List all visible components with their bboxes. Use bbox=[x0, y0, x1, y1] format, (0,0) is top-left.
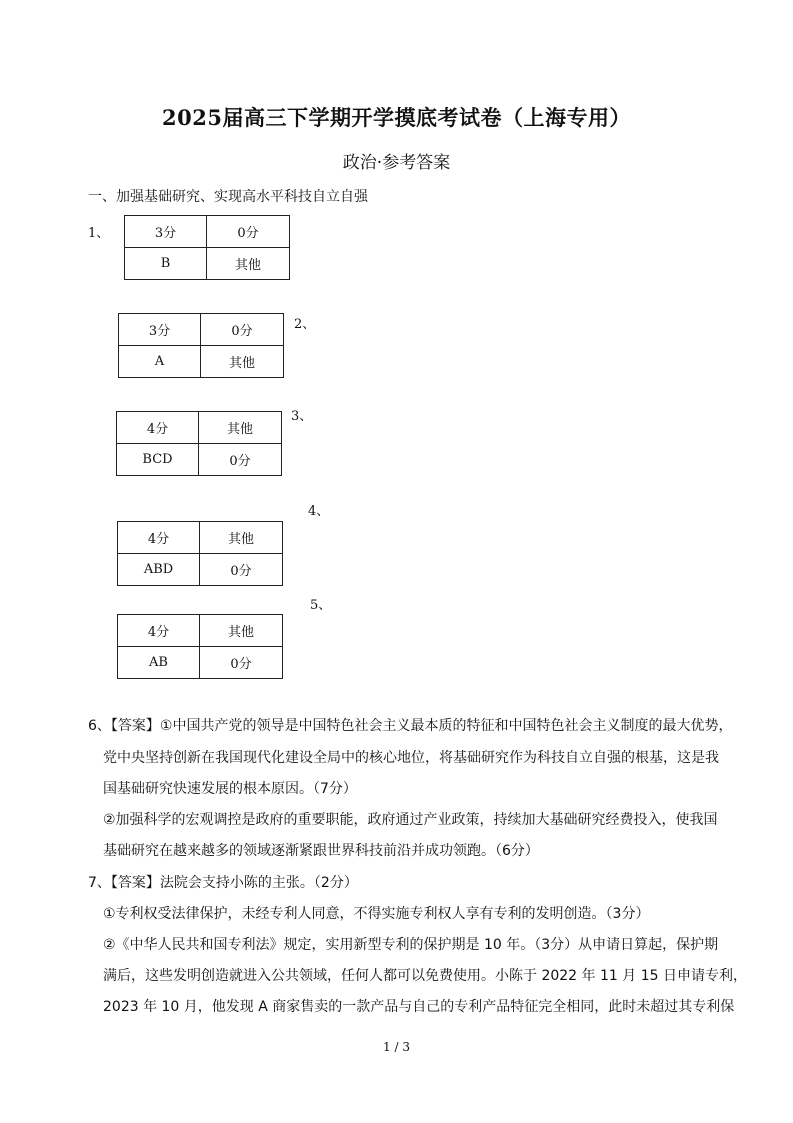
score-cell: 0分 bbox=[199, 444, 282, 476]
score-table-1 bbox=[124, 215, 290, 280]
score-cell: 其他 bbox=[207, 248, 290, 280]
question-number-5: 5、 bbox=[310, 598, 332, 613]
score-cell: 4分 bbox=[117, 412, 199, 444]
score-cell: B bbox=[125, 248, 207, 280]
answer-6-line-3: 国基础研究快速发展的根本原因。（7分） bbox=[103, 781, 357, 797]
question-number-1: 1、 bbox=[88, 226, 110, 241]
answer-7-line-5: 2023 年 10 月，他发现 A 商家售卖的一款产品与自己的专利产品特征完全相同，此时未超过其专利保 bbox=[103, 999, 735, 1015]
score-table-4 bbox=[117, 521, 283, 586]
score-table-3 bbox=[116, 411, 282, 476]
answer-6-line-2: 党中央坚持创新在我国现代化建设全局中的核心地位，将基础研究作为科技自立自强的根基，这是我 bbox=[103, 750, 719, 766]
page-subtitle: 政治·参考答案 bbox=[342, 153, 451, 173]
answer-7-line-2: ①专利权受法律保护，未经专利人同意，不得实施专利权人享有专利的发明创造。（3分） bbox=[103, 906, 650, 922]
score-cell: 4分 bbox=[118, 615, 200, 647]
answer-6-line-1: 6、【答案】①中国共产党的领导是中国特色社会主义最本质的特征和中国特色社会主义制度的最大优势， bbox=[88, 718, 733, 734]
answer-7-line-4: 满后，这些发明创造就进入公共领域，任何人都可以免费使用。小陈于 2022 年 11 月 15 日申请专利， bbox=[103, 968, 747, 984]
answer-6-line-4: ②加强科学的宏观调控是政府的重要职能，政府通过产业政策，持续加大基础研究经费投入，使我国 bbox=[103, 812, 718, 828]
score-cell: 其他 bbox=[200, 522, 283, 554]
score-table-5 bbox=[117, 614, 283, 679]
score-cell: AB bbox=[118, 647, 200, 679]
question-number-2: 2、 bbox=[294, 317, 316, 332]
score-cell: 0分 bbox=[207, 216, 290, 248]
score-cell: 0分 bbox=[201, 314, 284, 346]
score-cell: BCD bbox=[117, 444, 199, 476]
score-cell: 0分 bbox=[200, 647, 283, 679]
answer-7-line-1: 7、【答案】法院会支持小陈的主张。（2分） bbox=[88, 875, 358, 891]
question-number-4: 4、 bbox=[308, 504, 330, 519]
score-cell: 4分 bbox=[118, 522, 200, 554]
score-cell: A bbox=[119, 346, 201, 378]
page-number: 1 / 3 bbox=[383, 1040, 410, 1054]
page-title: 2025届高三下学期开学摸底考试卷（上海专用） bbox=[162, 105, 631, 130]
score-cell: 3分 bbox=[119, 314, 201, 346]
score-cell: 其他 bbox=[199, 412, 282, 444]
score-cell: 其他 bbox=[200, 615, 283, 647]
score-cell: ABD bbox=[118, 554, 200, 586]
score-cell: 0分 bbox=[200, 554, 283, 586]
question-number-3: 3、 bbox=[291, 409, 313, 424]
score-cell: 3分 bbox=[125, 216, 207, 248]
section-heading: 一、加强基础研究、实现高水平科技自立自强 bbox=[88, 189, 368, 205]
score-table-2 bbox=[118, 313, 284, 378]
score-cell: 其他 bbox=[201, 346, 284, 378]
answer-7-line-3: ②《中华人民共和国专利法》规定，实用新型专利的保护期是 10 年。（3分）从申请日算起，保护期 bbox=[103, 937, 719, 953]
answer-6-line-5: 基础研究在越来越多的领域逐渐紧跟世界科技前沿并成功领跑。（6分） bbox=[103, 843, 539, 859]
